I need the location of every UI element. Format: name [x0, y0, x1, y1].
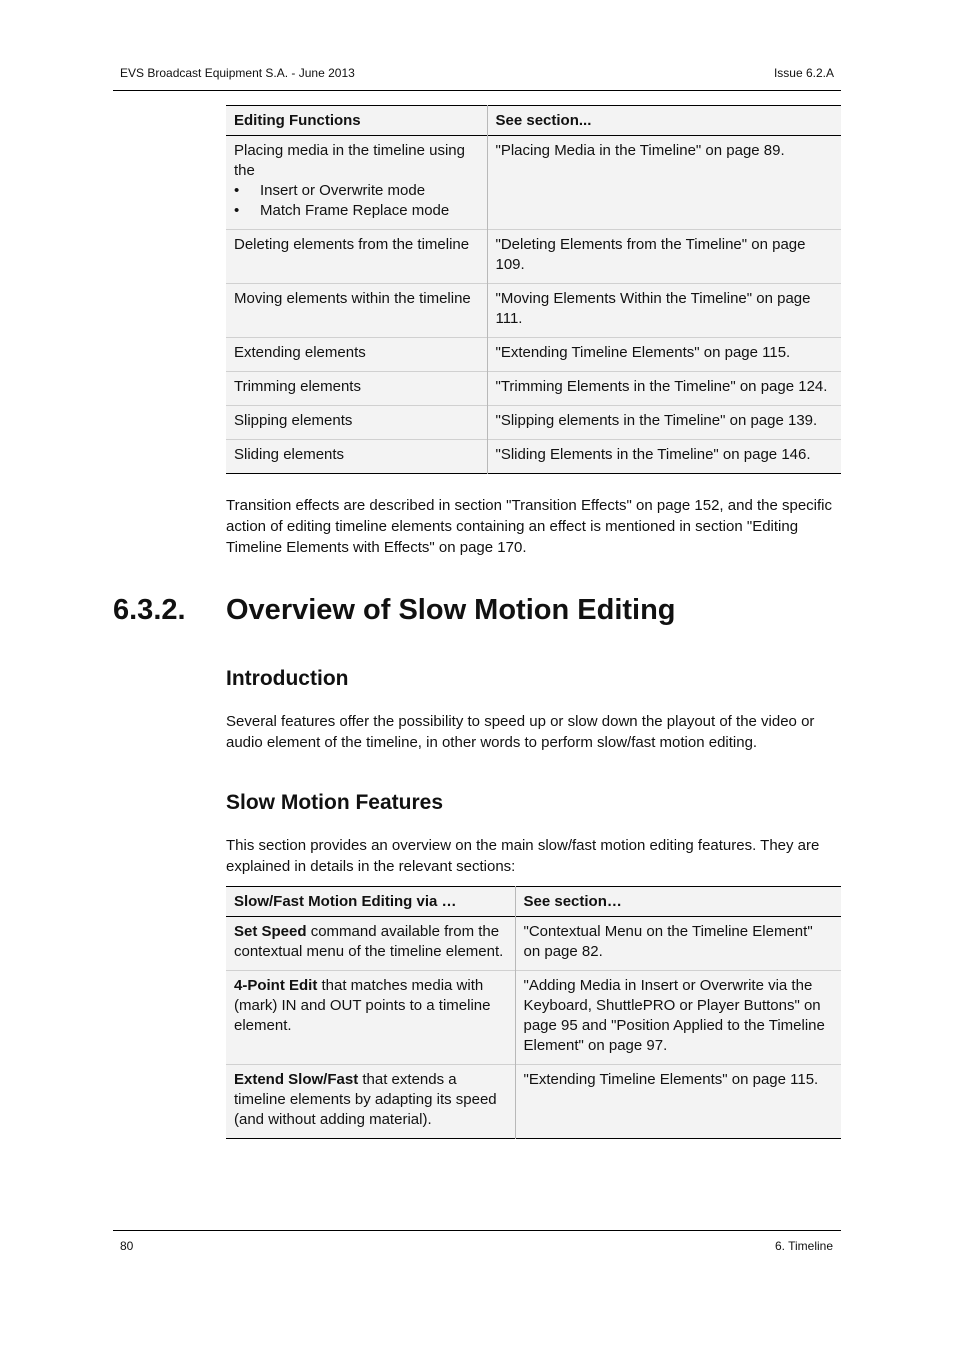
table-row: [226, 1065, 841, 1139]
header-issue: Issue 6.2.A: [773, 66, 834, 80]
table-row: [226, 338, 841, 372]
section-reference-cell: "Deleting Elements from the Timeline" on page 109.: [487, 230, 841, 284]
feature-cell: [226, 971, 515, 1065]
table-row: [226, 230, 841, 284]
section-reference-cell: "Extending Timeline Elements" on page 115.: [515, 1065, 841, 1139]
feature-description: that matches media with (mark) IN and OUT points to a timeline element.: [234, 977, 491, 1034]
section-reference-cell: "Placing Media in the Timeline" on page 89.: [487, 136, 841, 230]
section-reference-cell: "Slipping elements in the Timeline" on page 139.: [487, 406, 841, 440]
table-row: [226, 971, 841, 1065]
function-text: Placing media in the timeline using the: [234, 142, 465, 179]
slow-motion-features-heading: Slow Motion Features: [226, 791, 444, 814]
section-reference-cell: "Trimming Elements in the Timeline" on page 124.: [487, 372, 841, 406]
feature-name: Extend Slow/Fast: [234, 1071, 359, 1088]
header-publisher: EVS Broadcast Equipment S.A. - June 2013: [120, 66, 355, 80]
section-title: Overview of Slow Motion Editing: [226, 594, 676, 626]
function-cell: Slipping elements: [226, 406, 487, 440]
table-header-row: [226, 887, 841, 917]
table-row: [226, 372, 841, 406]
introduction-paragraph: Several features offer the possibility to speed up or slow down the playout of the video or audio element of the timeline, in other words to perform slow/fast motion editing.: [226, 713, 815, 751]
feature-description: that extends a timeline elements by adapting its speed (and without adding material).: [234, 1071, 497, 1128]
editing-functions-table: [226, 105, 841, 474]
page-header: [113, 66, 841, 91]
section-reference-cell: "Contextual Menu on the Timeline Element" on page 82.: [515, 917, 841, 971]
section-reference-cell: "Moving Elements Within the Timeline" on page 111.: [487, 284, 841, 338]
feature-cell: [226, 917, 515, 971]
column-header-see-section: See section...: [487, 106, 841, 136]
section-number: 6.3.2.: [113, 594, 186, 626]
section-reference-cell: "Sliding Elements in the Timeline" on page 146.: [487, 440, 841, 474]
chapter-label: 6. Timeline: [774, 1239, 833, 1253]
column-header-see-section: See section…: [515, 887, 841, 917]
page-footer: [113, 1230, 841, 1253]
feature-cell: [226, 1065, 515, 1139]
column-header-editing-functions: Editing Functions: [226, 106, 487, 136]
list-item: • Match Frame Replace mode: [234, 201, 479, 221]
function-cell: Trimming elements: [226, 372, 487, 406]
table-row: [226, 917, 841, 971]
function-cell: Deleting elements from the timeline: [226, 230, 487, 284]
list-item: • Insert or Overwrite mode: [234, 181, 479, 201]
function-cell: Moving elements within the timeline: [226, 284, 487, 338]
section-reference-cell: "Extending Timeline Elements" on page 115.: [487, 338, 841, 372]
function-cell: Sliding elements: [226, 440, 487, 474]
slow-motion-editing-table: [226, 886, 841, 1139]
feature-name: Set Speed: [234, 923, 307, 940]
section-heading: [113, 590, 676, 630]
section-reference-cell: "Adding Media in Insert or Overwrite via the Keyboard, ShuttlePRO or Player Buttons" on page 95 and "Position Applied to the Timeline Element" on page 97.: [515, 971, 841, 1065]
function-cell: [226, 136, 487, 230]
feature-name: 4-Point Edit: [234, 977, 318, 994]
table-header-row: [226, 106, 841, 136]
table-row: [226, 136, 841, 230]
column-header-editing-via: Slow/Fast Motion Editing via …: [226, 887, 515, 917]
transition-effects-paragraph: Transition effects are described in section "Transition Effects" on page 152, and the specific action of editing timeline elements containing an effect is mentioned in section "Editing Timeline Elements with Effects" on page 170.: [226, 497, 832, 556]
page-number: 80: [120, 1239, 134, 1253]
table-row: [226, 440, 841, 474]
feature-description: command available from the contextual menu of the timeline element.: [234, 923, 504, 960]
table-row: [226, 406, 841, 440]
introduction-heading: Introduction: [226, 667, 349, 690]
table-row: [226, 284, 841, 338]
slow-motion-features-paragraph: This section provides an overview on the main slow/fast motion editing features. They are explained in details in the relevant sections:: [226, 837, 820, 875]
function-cell: Extending elements: [226, 338, 487, 372]
function-bullet-list: [234, 181, 479, 221]
